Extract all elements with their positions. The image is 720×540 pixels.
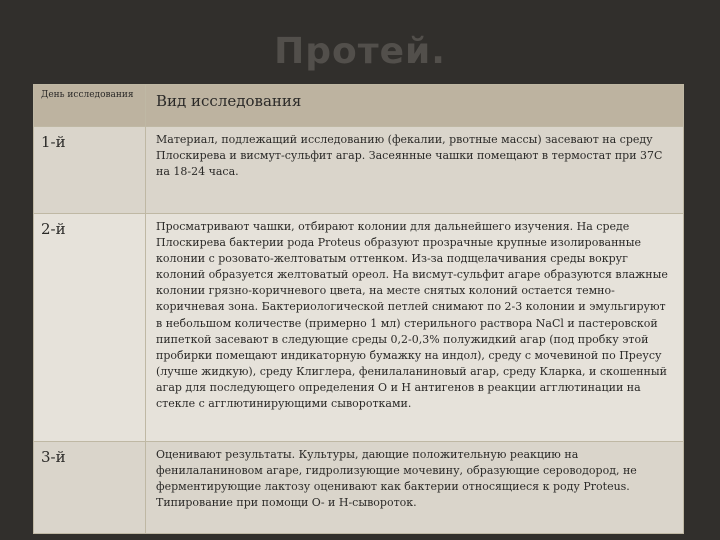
table-row (34, 127, 684, 214)
description-cell: Оценивают результаты. Культуры, дающие положительную реакцию на фенилаланиновом агаре, гидролизующие мочевину, образующие сероводород, не ферментирующие лактозу оценивают как бактерии относящиеся к роду Proteus. Типирование при помощи О- и Н-сывороток. (146, 442, 684, 534)
table-row (34, 442, 684, 534)
day-cell: 1-й (34, 127, 146, 214)
table-header-row (34, 85, 684, 127)
day-cell: 3-й (34, 442, 146, 534)
description-cell: Материал, подлежащий исследованию (фекалии, рвотные массы) засевают на среду Плоскирева и висмут-сульфит агар. Засеянные чашки помещают в термостат при 37С на 18-24 часа. (146, 127, 684, 214)
table-row (34, 214, 684, 442)
description-cell: Просматривают чашки, отбирают колонии для дальнейшего изучения. На среде Плоскирева бактерии рода Proteus образуют прозрачные крупные изолированные колонии с розовато-желтоватым оттенком. Из-за подщелачивания среды вокруг колоний образуется желтоватый ореол. На висмут-сульфит агаре образуются влажные колонии грязно-коричневого цвета, на месте снятых колоний остается темно-коричневая зона. Бактериологической петлей снимают по 2-3 колонии и эмульгируют в небольшом количестве (примерно 1 мл) стерильного раствора NaCl и пастеровской пипеткой засевают в следующие среды 0,2-0,3% полужидкий агар (под пробку этой пробирки помещают индикаторную бумажку на индол), среду с мочевиной по Преусу (лучше жидкую), среду Клиглера, фенилаланиновый агар, среду Кларка, и скошенный агар для последующего определения О и Н антигенов в реакции агглютинации на стекле с агглютинирующими сыворотками. (146, 214, 684, 442)
slide-title: Протей. (274, 31, 446, 72)
day-cell: 2-й (34, 214, 146, 442)
header-study-type: Вид исследования (146, 85, 684, 127)
header-day: День исследования (34, 85, 146, 127)
study-table (33, 84, 684, 534)
